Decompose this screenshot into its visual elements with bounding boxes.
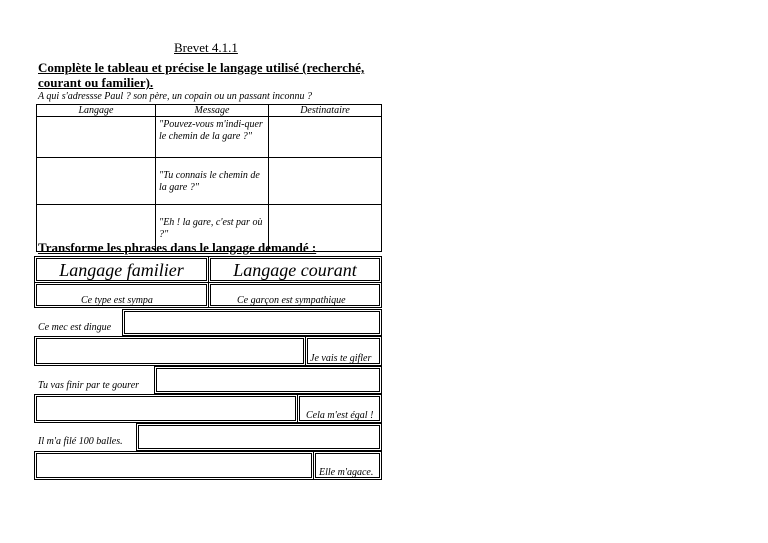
example-courant-box	[208, 282, 382, 308]
item-courant-4: Cela m'est égal !	[306, 410, 374, 421]
example-familier: Ce type est sympa	[81, 295, 153, 306]
item-courant-2: Je vais te gifler	[310, 353, 372, 364]
item-familier-5: Il m'a filé 100 balles.	[38, 436, 123, 447]
table-row	[37, 117, 382, 158]
item-courant-4-box	[297, 394, 382, 423]
destinataire-cell[interactable]	[269, 117, 382, 158]
langage-cell[interactable]	[37, 117, 156, 158]
column-header-message: Message	[156, 105, 269, 117]
instruction-2: Transforme les phrases dans le langage demandé :	[38, 240, 317, 255]
langage-cell[interactable]	[37, 158, 156, 205]
instruction-1: Complète le tableau et précise le langage utilisé (recherché, courant ou familier).	[38, 60, 365, 90]
item-courant-2-box	[305, 336, 382, 366]
column-header-langage: Langage	[37, 105, 156, 117]
answer-courant-1[interactable]	[122, 309, 382, 336]
message-cell: "Tu connais le chemin de la gare ?"	[156, 158, 269, 205]
column-header-destinataire: Destinataire	[269, 105, 382, 117]
item-familier-3: Tu vas finir par te gourer	[38, 380, 140, 391]
message-cell: "Eh ! la gare, c'est par où ?"	[156, 205, 269, 252]
question: A qui s'adressse Paul ? son père, un copain ou un passant inconnu ?	[38, 91, 312, 102]
destinataire-cell[interactable]	[269, 158, 382, 205]
item-courant-6-box	[313, 451, 382, 480]
answer-courant-5[interactable]	[136, 423, 382, 451]
answer-familier-4[interactable]	[34, 394, 298, 423]
table-row	[37, 158, 382, 205]
header-courant: Langage courant	[208, 256, 382, 283]
example-courant: Ce garçon est sympathique	[237, 295, 346, 306]
item-familier-1: Ce mec est dingue	[38, 322, 112, 333]
item-courant-6: Elle m'agace.	[319, 467, 374, 478]
message-cell: "Pouvez-vous m'indi-quer le chemin de la gare ?"	[156, 117, 269, 158]
answer-familier-6[interactable]	[34, 451, 314, 480]
example-familier-box	[34, 282, 209, 308]
answer-courant-3[interactable]	[154, 366, 382, 394]
page-title: Brevet 4.1.1	[174, 40, 238, 55]
table-header-row	[37, 105, 382, 117]
answer-familier-2[interactable]	[34, 336, 306, 366]
header-familier: Langage familier	[34, 256, 209, 283]
language-table	[36, 104, 382, 252]
